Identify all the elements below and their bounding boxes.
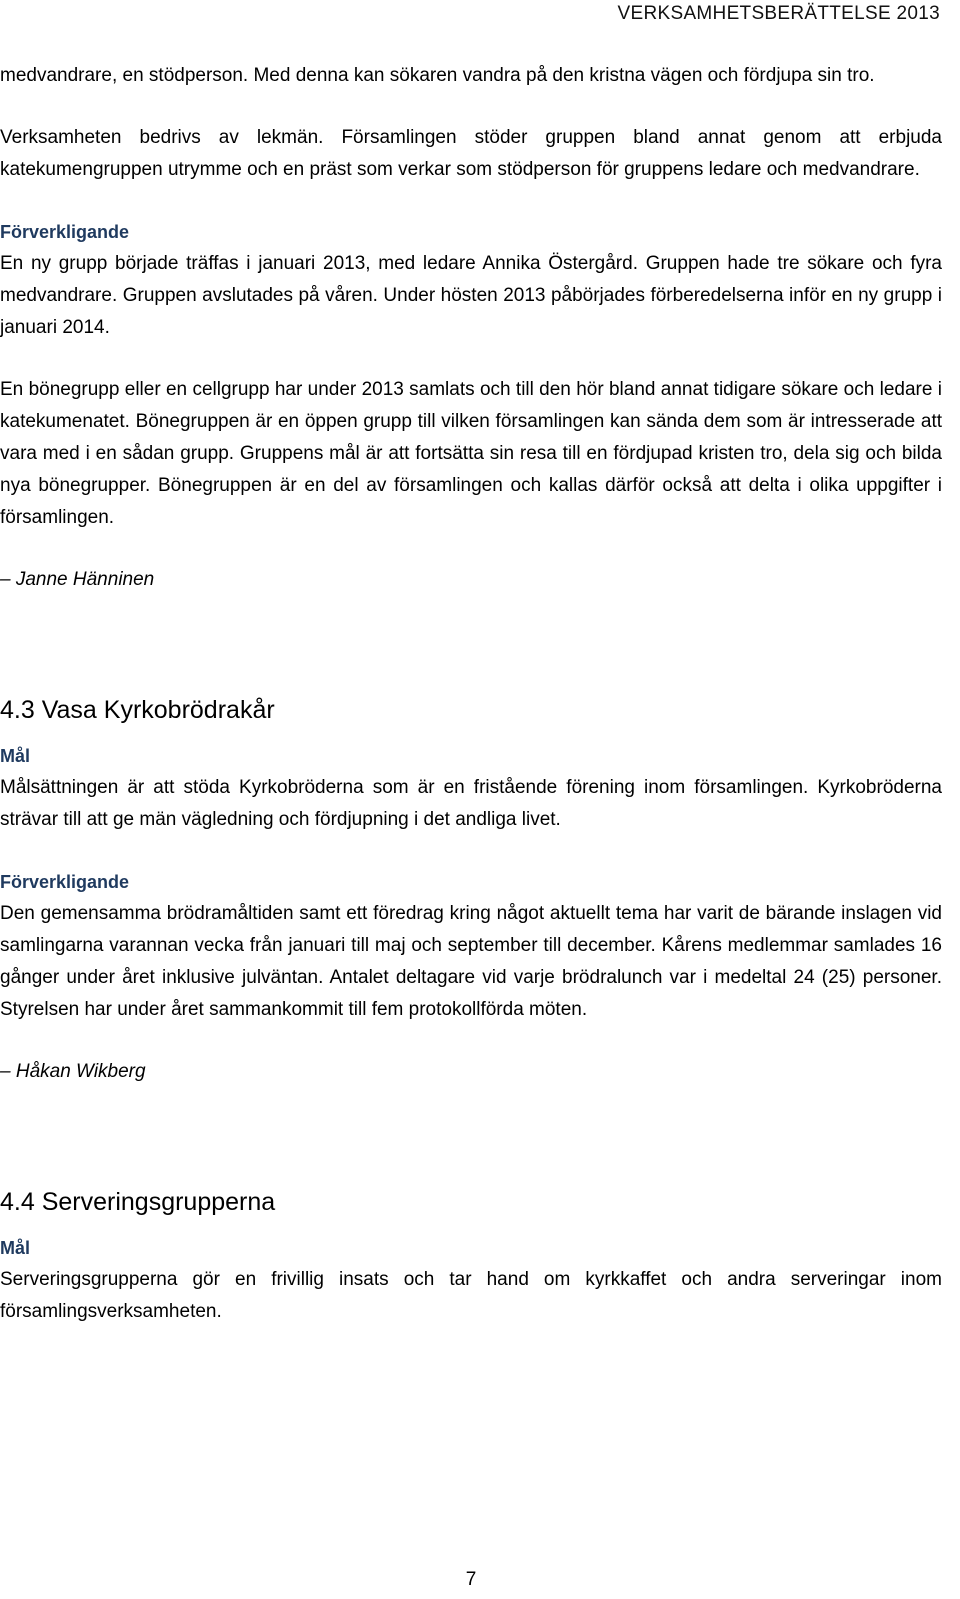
- label-mal-1: Mål: [0, 746, 31, 766]
- paragraph-brodramaltid: Den gemensamma brödramåltiden samt ett föredrag kring något aktuellt tema har varit de bärande inslagen vid samlingarna varannan vecka från januari till maj och september till december. Kårens medlemmar samlades 16 gånger under året inklusive julväntan. Antalet deltagare vid varje brödralunch var i medeltal 24 (25) personer. Styrelsen har under året sammankommit till fem protokollförda möten.: [0, 903, 942, 1020]
- document-body: [0, 60, 942, 1328]
- heading-kyrkobrodrakar: 4.3 Vasa Kyrkobrödrakår: [0, 696, 275, 724]
- paragraph-servering: Serveringsgrupperna gör en frivillig insats och tar hand om kyrkkaffet och andra serveringar inom församlingsverksamheten.: [0, 1269, 942, 1322]
- heading-serveringsgrupperna: 4.4 Serveringsgrupperna: [0, 1188, 276, 1216]
- page-number: 7: [465, 1569, 477, 1590]
- label-mal-2: Mål: [0, 1238, 31, 1258]
- paragraph-ny-grupp: En ny grupp började träffas i januari 2013, med ledare Annika Östergård. Gruppen hade tre sökare och fyra medvandrare. Gruppen avslutades på våren. Under hösten 2013 påbörjades förberedelserna inför en ny grupp i januari 2014.: [0, 253, 942, 338]
- signature-janne: – Janne Hänninen: [0, 569, 155, 590]
- paragraph-malsattning: Målsättningen är att stöda Kyrkobröderna som är en fristående förening inom församlingen. Kyrkobröderna strävar till att ge män vägledning och fördjupning i det andliga livet.: [0, 777, 942, 830]
- signature-hakan: – Håkan Wikberg: [0, 1061, 146, 1082]
- paragraph-bonegrupp: En bönegrupp eller en cellgrupp har under 2013 samlats och till den hör bland annat tidigare sökare och ledare i katekumenatet. Bönegruppen är en öppen grupp till vilken församlingen kan sända dem som är intresserade att vara med i en sådan grupp. Gruppens mål är att fortsätta sin resa till en fördjupad kristen tro, dela sig och bilda nya bönegrupper. Bönegruppen är en del av församlingen och kallas därför också att delta i olika uppgifter i församlingen.: [0, 379, 942, 528]
- paragraph-katekumenat-intro: medvandrare, en stödperson. Med denna kan sökaren vandra på den kristna vägen och fördjupa sin tro.: [0, 65, 875, 86]
- label-forverkligande-2: Förverkligande: [0, 872, 130, 892]
- label-forverkligande-1: Förverkligande: [0, 222, 130, 242]
- page-header: VERKSAMHETSBERÄTTELSE 2013: [617, 3, 940, 24]
- paragraph-lekman: Verksamheten bedrivs av lekmän. Församlingen stöder gruppen bland annat genom att erbjuda katekumengruppen utrymme och en präst som verkar som stödperson för gruppens ledare och medvandrare.: [0, 127, 942, 180]
